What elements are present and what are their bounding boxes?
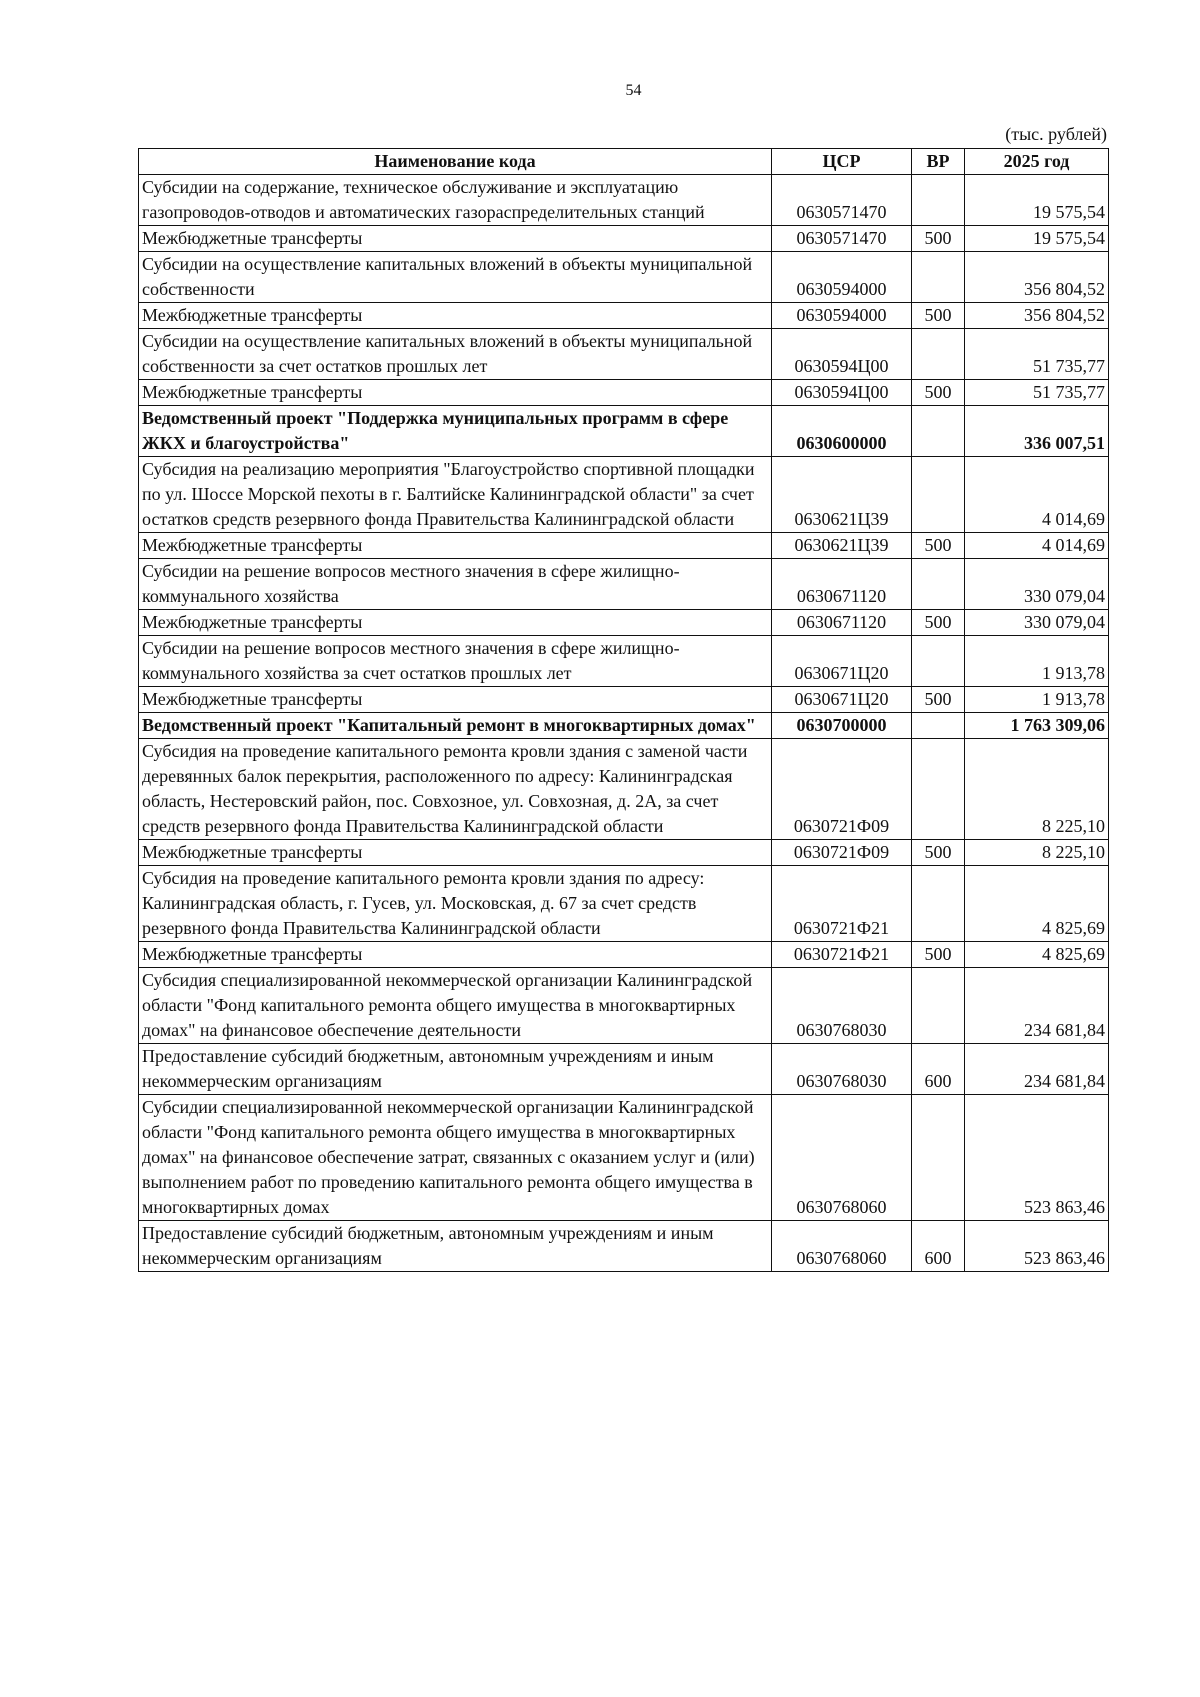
row-name: Субсидии на осуществление капитальных вложений в объекты муниципальной собственности [139,252,772,303]
table-row [139,636,1109,687]
row-name: Субсидии на решение вопросов местного значения в сфере жилищно-коммунального хозяйства за счет остатков прошлых лет [139,636,772,687]
row-name: Субсидия специализированной некоммерческой организации Калининградской области "Фонд капитального ремонта общего имущества в многоквартирных домах" на финансовое обеспечение деятельности [139,968,772,1044]
row-csr: 0630594000 [772,303,912,329]
row-name: Ведомственный проект "Поддержка муниципальных программ в сфере ЖКХ и благоустройства" [139,406,772,457]
row-vr [912,252,965,303]
row-sum: 1 913,78 [965,687,1109,713]
row-csr: 0630768030 [772,1044,912,1095]
row-csr: 0630768060 [772,1221,912,1272]
row-vr [912,406,965,457]
table-row [139,252,1109,303]
row-csr: 0630621Ц39 [772,457,912,533]
row-vr: 500 [912,380,965,406]
row-name: Межбюджетные трансферты [139,303,772,329]
row-vr: 500 [912,687,965,713]
row-name: Межбюджетные трансферты [139,226,772,252]
table-row [139,840,1109,866]
units-label: (тыс. рублей) [1005,124,1107,144]
row-name: Субсидии на решение вопросов местного значения в сфере жилищно-коммунального хозяйства [139,559,772,610]
row-sum: 1 913,78 [965,636,1109,687]
row-sum: 356 804,52 [965,252,1109,303]
table-row [139,329,1109,380]
row-name: Ведомственный проект "Капитальный ремонт в многоквартирных домах" [139,713,772,739]
table-row [139,942,1109,968]
row-vr: 600 [912,1221,965,1272]
table-row [139,866,1109,942]
row-name: Субсидия на проведение капитального ремонта кровли здания с заменой части деревянных балок перекрытия, расположенного по адресу: Калининградская область, Нестеровский район, пос. Совхозное, ул. Совхозная, д. 2А, за счет средств резервного фонда Правительства Калининградской области [139,739,772,840]
table-row [139,739,1109,840]
row-vr [912,329,965,380]
row-sum: 4 825,69 [965,866,1109,942]
table-header-row [139,149,1109,175]
row-csr: 0630721Ф21 [772,866,912,942]
table-row [139,1095,1109,1221]
row-csr: 0630594Ц00 [772,329,912,380]
table-row [139,559,1109,610]
header-csr: ЦСР [772,149,912,175]
row-sum: 234 681,84 [965,968,1109,1044]
row-csr: 0630721Ф09 [772,739,912,840]
row-vr: 500 [912,942,965,968]
row-sum: 356 804,52 [965,303,1109,329]
row-csr: 0630594Ц00 [772,380,912,406]
row-vr: 600 [912,1044,965,1095]
row-csr: 0630671120 [772,559,912,610]
row-vr [912,866,965,942]
row-sum: 330 079,04 [965,610,1109,636]
row-name: Межбюджетные трансферты [139,533,772,559]
row-csr: 0630671Ц20 [772,687,912,713]
row-sum: 4 014,69 [965,533,1109,559]
row-sum: 8 225,10 [965,840,1109,866]
table-row [139,406,1109,457]
row-sum: 51 735,77 [965,380,1109,406]
table-row [139,1044,1109,1095]
table-row [139,968,1109,1044]
row-vr: 500 [912,303,965,329]
row-vr [912,559,965,610]
table-row [139,1221,1109,1272]
table-body [139,175,1109,1272]
row-sum: 523 863,46 [965,1095,1109,1221]
row-name: Предоставление субсидий бюджетным, автономным учреждениям и иным некоммерческим организациям [139,1044,772,1095]
row-csr: 0630768030 [772,968,912,1044]
row-name: Субсидии на содержание, техническое обслуживание и эксплуатацию газопроводов-отводов и автоматических газораспределительных станций [139,175,772,226]
row-vr: 500 [912,533,965,559]
row-name: Межбюджетные трансферты [139,380,772,406]
row-csr: 0630721Ф21 [772,942,912,968]
row-sum: 1 763 309,06 [965,713,1109,739]
row-name: Субсидии специализированной некоммерческой организации Калининградской области "Фонд капитального ремонта общего имущества в многоквартирных домах" на финансовое обеспечение затрат, связанных с оказанием услуг и (или) выполнением работ по проведению капитального ремонта общего имущества в многоквартирных домах [139,1095,772,1221]
header-sum: 2025 год [965,149,1109,175]
header-name: Наименование кода [139,149,772,175]
table-row [139,380,1109,406]
page-number: 54 [625,82,642,99]
row-vr: 500 [912,226,965,252]
row-name: Межбюджетные трансферты [139,687,772,713]
table-row [139,226,1109,252]
row-sum: 330 079,04 [965,559,1109,610]
table-row [139,610,1109,636]
row-sum: 4 014,69 [965,457,1109,533]
row-name: Субсидии на осуществление капитальных вложений в объекты муниципальной собственности за счет остатков прошлых лет [139,329,772,380]
row-csr: 0630700000 [772,713,912,739]
row-vr [912,739,965,840]
row-csr: 0630621Ц39 [772,533,912,559]
row-csr: 0630571470 [772,226,912,252]
row-vr [912,968,965,1044]
row-csr: 0630671120 [772,610,912,636]
header-vr: ВР [912,149,965,175]
row-vr: 500 [912,840,965,866]
row-name: Субсидия на проведение капитального ремонта кровли здания по адресу: Калининградская область, г. Гусев, ул. Московская, д. 67 за счет средств резервного фонда Правительства Калининградской области [139,866,772,942]
row-sum: 8 225,10 [965,739,1109,840]
row-name: Предоставление субсидий бюджетным, автономным учреждениям и иным некоммерческим организациям [139,1221,772,1272]
row-sum: 19 575,54 [965,175,1109,226]
row-name: Межбюджетные трансферты [139,610,772,636]
row-csr: 0630600000 [772,406,912,457]
row-sum: 51 735,77 [965,329,1109,380]
row-csr: 0630671Ц20 [772,636,912,687]
row-csr: 0630721Ф09 [772,840,912,866]
table-row [139,687,1109,713]
row-vr [912,457,965,533]
row-name: Межбюджетные трансферты [139,942,772,968]
row-vr [912,713,965,739]
row-name: Субсидия на реализацию мероприятия "Благоустройство спортивной площадки по ул. Шоссе Морской пехоты в г. Балтийске Калининградской области" за счет остатков средств резервного фонда Правительства Калининградской области [139,457,772,533]
row-vr [912,1095,965,1221]
row-csr: 0630594000 [772,252,912,303]
budget-table [138,148,1109,1272]
table-row [139,303,1109,329]
row-vr: 500 [912,610,965,636]
row-csr: 0630571470 [772,175,912,226]
row-sum: 523 863,46 [965,1221,1109,1272]
row-sum: 19 575,54 [965,226,1109,252]
row-vr [912,636,965,687]
table-row [139,533,1109,559]
row-vr [912,175,965,226]
table-row [139,175,1109,226]
table-row [139,713,1109,739]
row-sum: 336 007,51 [965,406,1109,457]
row-sum: 4 825,69 [965,942,1109,968]
row-name: Межбюджетные трансферты [139,840,772,866]
row-csr: 0630768060 [772,1095,912,1221]
row-sum: 234 681,84 [965,1044,1109,1095]
table-row [139,457,1109,533]
